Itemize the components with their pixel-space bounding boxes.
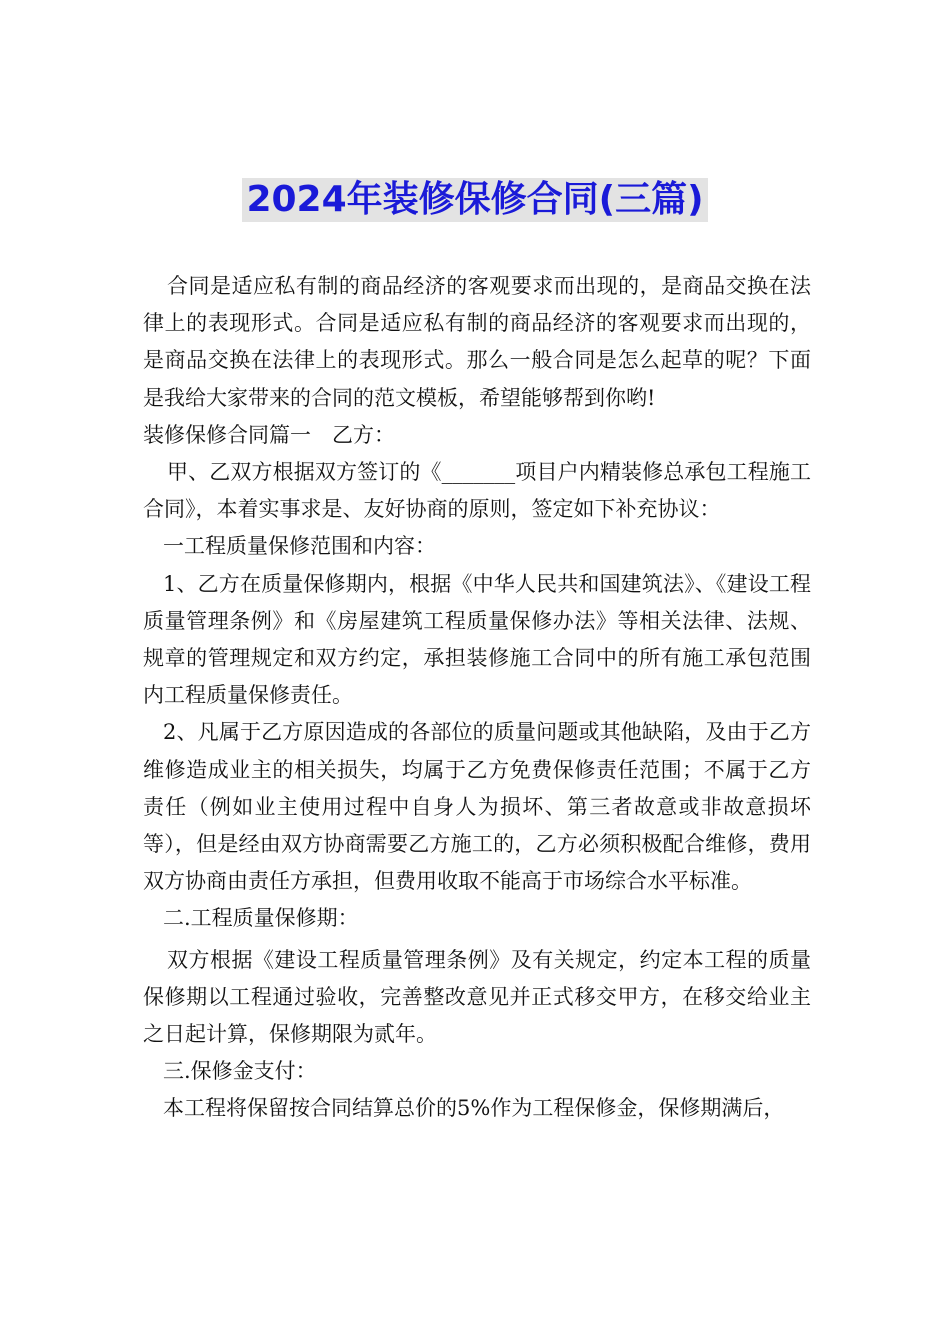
document-body	[143, 268, 811, 1128]
title-container	[0, 178, 950, 222]
heading-warranty-payment: 三.保修金支付：	[163, 1059, 317, 1084]
warranty-payment-paragraph: 本工程将保留按合同结算总价的5%作为工程保修金，保修期满后，	[163, 1096, 785, 1121]
heading-warranty-period: 二.工程质量保修期：	[163, 906, 359, 931]
clause-1: 1、乙方在质量保修期内，根据《中华人民共和国建筑法》、《建设工程质量管理条例》和《房屋建筑工程质量保修办法》等相关法律、法规、规章的管理规定和双方约定，承担装修施工合同中的所有施工承包范围内工程质量保修责任。	[143, 571, 811, 708]
document-title: 2024年装修保修合同(三篇)	[242, 178, 707, 222]
agreement-paragraph: 甲、乙双方根据双方签订的《_______项目户内精装修总承包工程施工合同》，本着实事求是、友好协商的原则，签定如下补充协议：	[143, 460, 811, 522]
heading-warranty-scope: 一工程质量保修范围和内容：	[163, 534, 436, 559]
warranty-period-paragraph: 双方根据《建设工程质量管理条例》及有关规定，约定本工程的质量保修期以工程通过验收，完善整改意见并正式移交甲方，在移交给业主之日起计算，保修期限为贰年。	[143, 947, 811, 1047]
section-heading-part-one: 装修保修合同篇一 乙方：	[143, 422, 395, 447]
clause-2: 2、凡属于乙方原因造成的各部位的质量问题或其他缺陷，及由于乙方维修造成业主的相关损失，均属于乙方免费保修责任范围；不属于乙方责任（例如业主使用过程中自身人为损坏、第三者故意或非故意损坏等），但是经由双方协商需要乙方施工的，乙方必须积极配合维修，费用双方协商由责任方承担，但费用收取不能高于市场综合水平标准。	[143, 720, 811, 894]
intro-paragraph: 合同是适应私有制的商品经济的客观要求而出现的，是商品交换在法律上的表现形式。合同是适应私有制的商品经济的客观要求而出现的，是商品交换在法律上的表现形式。那么一般合同是怎么起草的呢？下面是我给大家带来的合同的范文模板，希望能够帮到你哟!	[143, 274, 811, 410]
